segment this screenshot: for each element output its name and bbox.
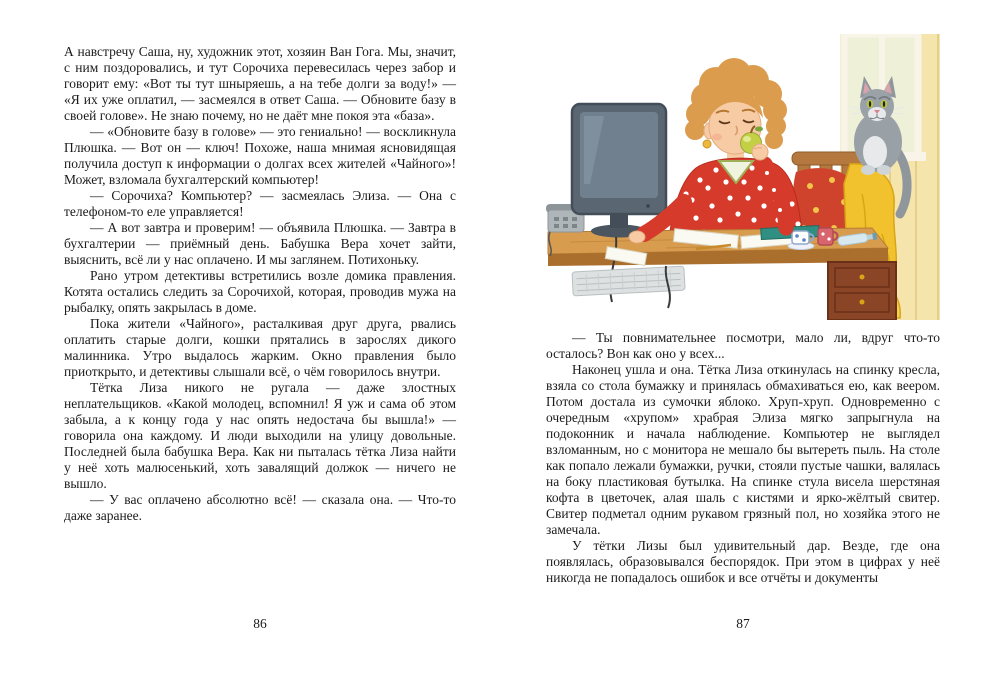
paragraph: А навстречу Саша, ну, художник этот, хозяин Ван Гога. Мы, значит, с ним поздоровались, и тут Сорочиха перевесилась через забор и говорит ему: «Вот ты тут шныряешь, а на тебе долги за воду!» — «Я их уже оплатил, — засмеялся в ответ Саша. — Обновите базу в своей голове». Не знаю почему, но не даёт мне покоя эта «база».: [64, 44, 456, 123]
drawer-cabinet: [828, 262, 896, 320]
left-hand: [629, 231, 645, 243]
blush: [712, 134, 722, 141]
teacup: [788, 231, 814, 250]
paragraph: — «Обновите базу в голове» — это гениально! — воскликнула Плюшка. — Вот он — ключ! Похоже, наша мнимая ясновидящая получила доступ к информации о долгах всех жителей «Чайного»! Может, взломала бухгалтерский компьютер!: [64, 124, 456, 187]
page-number-left: 86: [253, 616, 267, 631]
paragraph: У тётки Лизы был удивительный дар. Везде, где она появлялась, образовывался беспорядок. При этом в цифрах у неё никогда не попадалось ошибок и все отчёты и документы: [546, 538, 940, 585]
paragraph: — Ты повнимательнее посмотри, мало ли, вдруг что-то осталось? Вон как оно у всех...: [546, 330, 940, 361]
earring: [703, 140, 711, 148]
left-page-text: [64, 44, 456, 524]
right-hand: [752, 144, 768, 160]
paragraph: Тётка Лиза никого не ругала — даже злостных неплательщиков. «Какой молодец, вспомнил! Я уж и сама об этом забыла, а к концу года у нас опять недостача бы вышла!» — говорила она каждому. И люди выходили на улицу довольные. Последней была бабушка Вера. Как ни пыталась тётка Лиза найти у неё хоть малюсенький, хоть завалящий должок — ничего не вышло.: [64, 380, 456, 491]
paragraph: — А вот завтра и проверим! — объявила Плюшка. — Завтра в бухгалтерии — приёмный день. Бабушка Вера хочет зайти, выяснить, всё ли у нас оплачено. И мы заглянем. Потихоньку.: [64, 220, 456, 267]
paragraph: Рано утром детективы встретились возле домика правления. Котята остались следить за Сорочихой, которая, проводив мужа на рыбалку, опять закрылась в доме.: [64, 268, 456, 315]
paragraph: Пока жители «Чайного», расталкивая друг друга, рвались оплатить старые долги, кошки прятались в зарослях дикого малинника. Утро выдалось жарким. Окно правления было приоткрыто, и детективы слышали всё, о чём говорилось внутри.: [64, 316, 456, 379]
paragraph: — У вас оплачено абсолютно всё! — сказала она. — Что-то даже заранее.: [64, 492, 456, 523]
right-page-text: [546, 330, 940, 586]
paragraph: Наконец ушла и она. Тётка Лиза откинулась на спинку кресла, взяла со стола бумажку и принялась обмахиваться ею, как веером. Потом достала из сумочки яблоко. Хруп-хруп. Одновременно с очередным «хрупом» храбрая Элиза мягко запрыгнула на подоконник и начала наблюдение. Компьютер не выглядел взломанным, но с монитора не мешало бы вытереть пыль. На столе как попало лежали бумажки, ручки, стояли пустые чашки, валялась на боку пластиковая бутылка. На спинке стула висела шерстяная кофта в цветочек, алая шаль с кистями и ярко-жёлтый свитер. Свитер подметал одним рукавом грязный пол, но хозяйка этого не замечала.: [546, 362, 940, 537]
page-number-right: 87: [736, 616, 750, 631]
paragraph: — Сорочиха? Компьютер? — засмеялась Элиза. — Она с телефоном-то еле управляется!: [64, 188, 456, 219]
illustration: [546, 34, 940, 320]
